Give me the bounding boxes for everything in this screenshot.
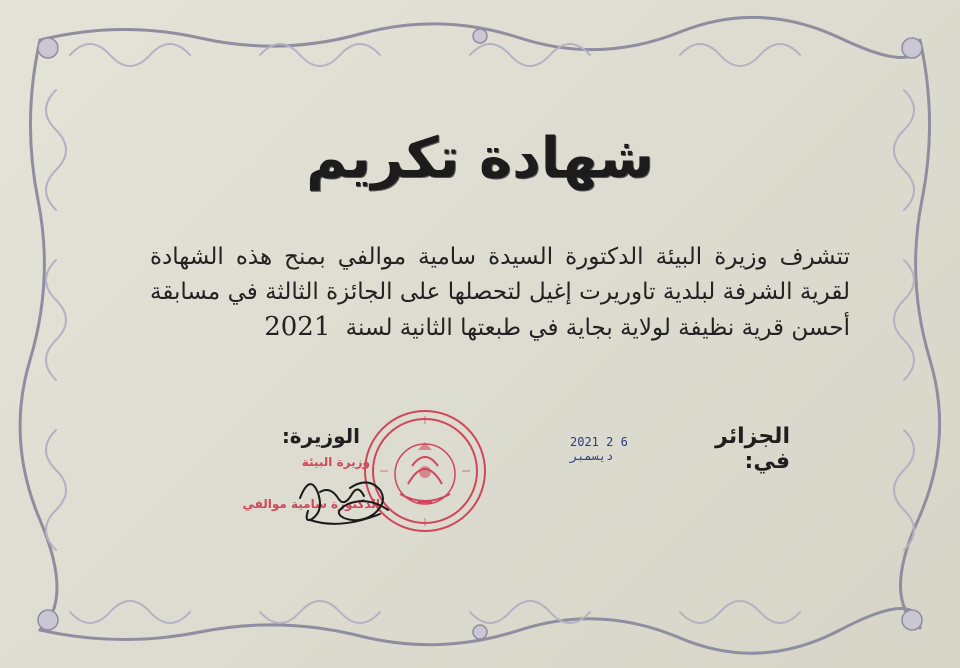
signature-icon <box>290 458 400 538</box>
certificate-title: شهادة تكريم <box>306 125 654 191</box>
body-line-1: تتشرف وزيرة البيئة الدكتورة السيدة سامية موالفي بمنح هذه الشهادة <box>150 244 850 270</box>
stamp-line-1: وزيرة البيئة <box>301 455 370 469</box>
stamp-line-2: الدكتورة سامية موالفي <box>242 497 380 511</box>
place-date <box>570 424 790 474</box>
place-label: الجزائر في: <box>715 424 790 474</box>
date-stamp: 2021 2 6 ديسمبر <box>570 435 628 463</box>
body-line-3 <box>150 310 850 346</box>
award-year: 2021 <box>264 312 331 342</box>
body-line-2: لقرية الشرفة لبلدية تاوريرت إغيل لتحصلها على الجائزة الثالثة في مسابقة <box>150 279 850 305</box>
body-line-3-text: أحسن قرية نظيفة لولاية بجاية في طبعتها الثانية لسنة <box>345 315 850 341</box>
minister-label: الوزيرة: <box>281 424 360 448</box>
certificate-body <box>150 240 850 346</box>
